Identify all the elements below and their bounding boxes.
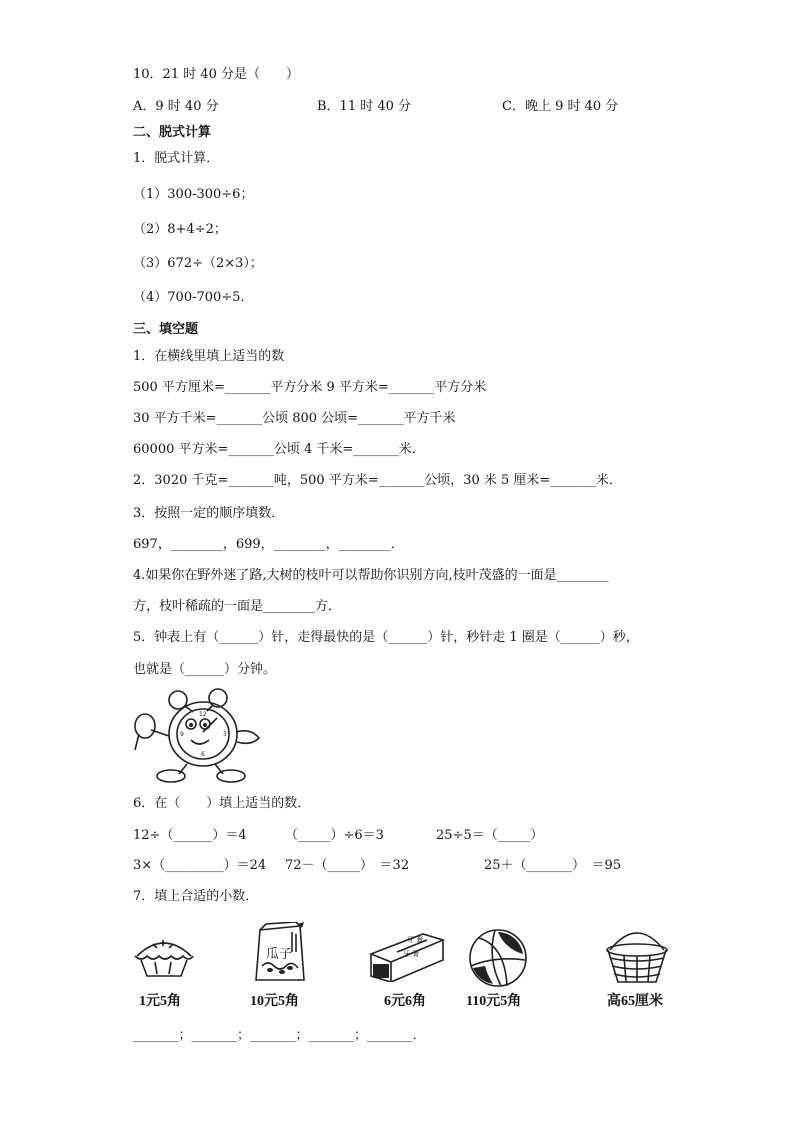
s2-item-4: （4）700-700÷5． bbox=[133, 290, 254, 305]
svg-text:3: 3 bbox=[223, 731, 227, 738]
caption-seeds: 10元5角 bbox=[250, 994, 299, 1009]
basket-icon bbox=[604, 926, 670, 986]
s3-q7-stem: 7．填上合适的小数． bbox=[133, 889, 259, 904]
s2-item-2: （2）8+4÷2； bbox=[133, 222, 227, 237]
caption-toothpaste: 6元6角 bbox=[384, 994, 426, 1009]
caption-ball: 110元5角 bbox=[466, 994, 522, 1009]
s3-q6-blank-2[interactable]: （_____）÷6＝3 bbox=[285, 828, 384, 843]
s2-item-3: （3）672÷（2×3）； bbox=[133, 256, 263, 271]
bag-text: 瓜子 bbox=[266, 946, 293, 961]
s3-q6-blank-5[interactable]: 72－（_____） ＝32 bbox=[285, 858, 410, 873]
pie-icon bbox=[133, 934, 195, 982]
s3-q5-line-2[interactable]: 也就是（______）分钟。 bbox=[133, 662, 277, 677]
s3-q1-line-3[interactable]: 60000 平方米=_______公顷 4 千米=_______米． bbox=[133, 442, 425, 457]
s3-q6-stem: 6．在（ ）填上适当的数． bbox=[133, 796, 311, 811]
s3-q1-line-2[interactable]: 30 平方千米=_______公顷 800 公顷=_______平方千米 bbox=[133, 411, 456, 426]
q10-stem: 10．21 时 40 分是（ ） bbox=[133, 67, 300, 82]
svg-text:牙 膏: 牙 膏 bbox=[403, 950, 420, 958]
s3-q2-line[interactable]: 2．3020 千克=_______吨，500 平方米=_______公顷，30 米 5 厘米=_______米． bbox=[133, 473, 622, 488]
section-3-heading: 三、填空题 bbox=[133, 322, 199, 337]
s3-q3-line[interactable]: 697，________，699，________，________． bbox=[133, 537, 404, 552]
s3-q3-stem: 3．按照一定的顺序填数． bbox=[133, 506, 285, 521]
s3-q4-line-1[interactable]: 4.如果你在野外迷了路,大树的枝叶可以帮助你识别方向,枝叶茂盛的一面是________ bbox=[133, 568, 609, 583]
svg-text:6: 6 bbox=[201, 751, 205, 758]
s3-q6-blank-1[interactable]: 12÷（______）＝4 bbox=[133, 828, 247, 843]
s2-q1-stem: 1．脱式计算． bbox=[133, 151, 220, 166]
s3-q1-stem: 1．在横线里填上适当的数 bbox=[133, 349, 285, 364]
section-2-heading: 二、脱式计算 bbox=[133, 125, 212, 140]
s3-q6-blank-6[interactable]: 25＋（_______） ＝95 bbox=[484, 858, 622, 873]
caption-pie: 1元5角 bbox=[139, 994, 181, 1009]
q10-option-a[interactable]: A．9 时 40 分 bbox=[133, 99, 219, 114]
s3-q4-line-2[interactable]: 方，枝叶稀疏的一面是________方． bbox=[133, 599, 342, 614]
s3-q6-blank-4[interactable]: 3×（_________）＝24 bbox=[133, 858, 267, 873]
s3-q6-blank-3[interactable]: 25÷5＝（_____） bbox=[436, 828, 544, 843]
q10-option-b[interactable]: B．11 时 40 分 bbox=[317, 99, 412, 114]
toothpaste-box-icon bbox=[367, 930, 447, 982]
svg-text:9: 9 bbox=[180, 731, 184, 738]
svg-text:12: 12 bbox=[199, 711, 207, 718]
alarm-clock-illustration bbox=[133, 688, 268, 786]
volleyball-icon bbox=[465, 928, 531, 988]
s2-item-1: （1）300-300÷6； bbox=[133, 187, 254, 202]
s3-q7-answers[interactable]: _______；_______；_______；_______；_______． bbox=[133, 1028, 426, 1043]
q10-option-c[interactable]: C．晚上 9 时 40 分 bbox=[502, 99, 619, 114]
svg-text:牙 膏: 牙 膏 bbox=[407, 936, 424, 944]
caption-basket: 高65厘米 bbox=[607, 994, 663, 1009]
s3-q1-line-1[interactable]: 500 平方厘米=_______平方分米 9 平方米=_______平方分米 bbox=[133, 380, 487, 395]
melon-seeds-bag-icon bbox=[252, 922, 310, 984]
s3-q5-line-1[interactable]: 5．钟表上有（______）针，走得最快的是（______）针，秒针走 1 圈是（______）秒， bbox=[133, 630, 639, 645]
